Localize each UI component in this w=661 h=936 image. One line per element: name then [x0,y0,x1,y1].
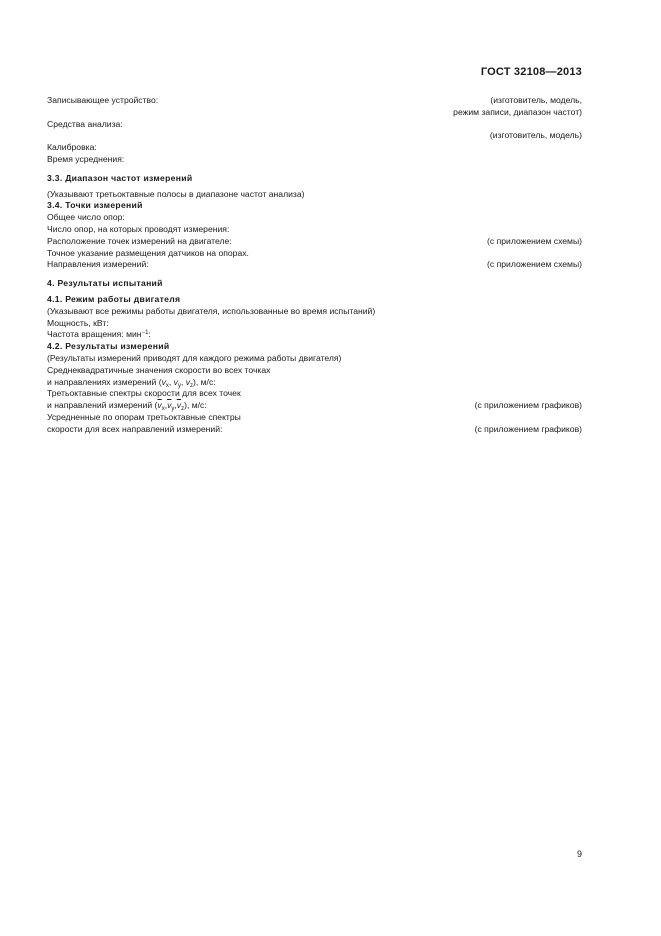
spectra-line-1: Третьоктавные спектры скорости для всех точек [47,388,241,399]
section-4-1-heading: 4.1. Режим работы двигателя [47,293,181,304]
document-header: ГОСТ 32108—2013 [480,66,582,78]
analysis-means-label: Средства анализа: [47,118,123,129]
section-3-4-heading: 3.4. Точки измерений [47,200,143,211]
section-3-3-heading: 3.3. Диапазон частот измерений [47,172,193,183]
page-content [47,95,582,436]
averaging-time-label: Время усреднения: [47,153,125,164]
recording-device-note-2: режим записи, диапазон частот) [453,106,582,117]
rms-values-line-1: Среднеквадратичные значения скорости во всех точках [47,364,271,375]
sensor-placement-label: Точное указание размещения датчиков на опорах. [47,247,249,258]
section-4-2-text: (Результаты измерений приводят для каждого режима работы двигателя) [47,352,342,363]
section-4-2-heading: 4.2. Результаты измерений [47,341,170,352]
recording-device-row [47,95,582,107]
directions-note: (с приложением схемы) [487,259,582,270]
points-location-label: Расположение точек измерений на двигателе: [47,235,232,246]
recording-device-note: (изготовитель, модель, [490,95,582,105]
points-location-note: (с приложением схемы) [487,235,582,246]
rms-values-line-2: и направлениях измерений ($v_x$, $v_y$, $v_z$), м/с: [47,376,216,389]
averaged-spectra-line-2: скорости для всех направлений измерений: [47,423,223,434]
directions-row [47,259,582,271]
section-4-heading: 4. Результаты испытаний [47,278,163,289]
total-supports-label: Общее число опор: [47,212,125,223]
page-number: 9 [577,849,583,859]
averaged-spectra-line-1: Усредненные по опорам третьоктавные спектры [47,411,241,422]
rotation-speed-label: Частота вращения: мин$^{-1}$: [47,329,151,340]
averaged-spectra-note: (с приложением графиков) [474,423,582,434]
points-location-row [47,236,582,248]
calibration-label: Калибровка: [47,142,97,153]
section-3-3-text: (Указывают третьоктавные полосы в диапазоне частот анализа) [47,188,305,199]
power-label: Мощность, кВт: [47,317,109,328]
section-4-1-text: (Указывают все режимы работы двигателя, использованные во время испытаний) [47,305,376,316]
recording-device-label: Записывающее устройство: [47,95,159,105]
averaged-spectra-row [47,424,582,436]
spectra-row [47,400,582,412]
spectra-note: (с приложением графиков) [474,400,582,411]
measured-supports-label: Число опор, на которых проводят измерения: [47,223,230,234]
spectra-line-2: и направлений измерений $(\overline{v}_x,\overline{v}_y,\overline{v}_z)$, м/с: [47,400,207,413]
directions-label: Направления измерений: [47,259,149,270]
analysis-means-note: (изготовитель, модель) [489,130,582,141]
